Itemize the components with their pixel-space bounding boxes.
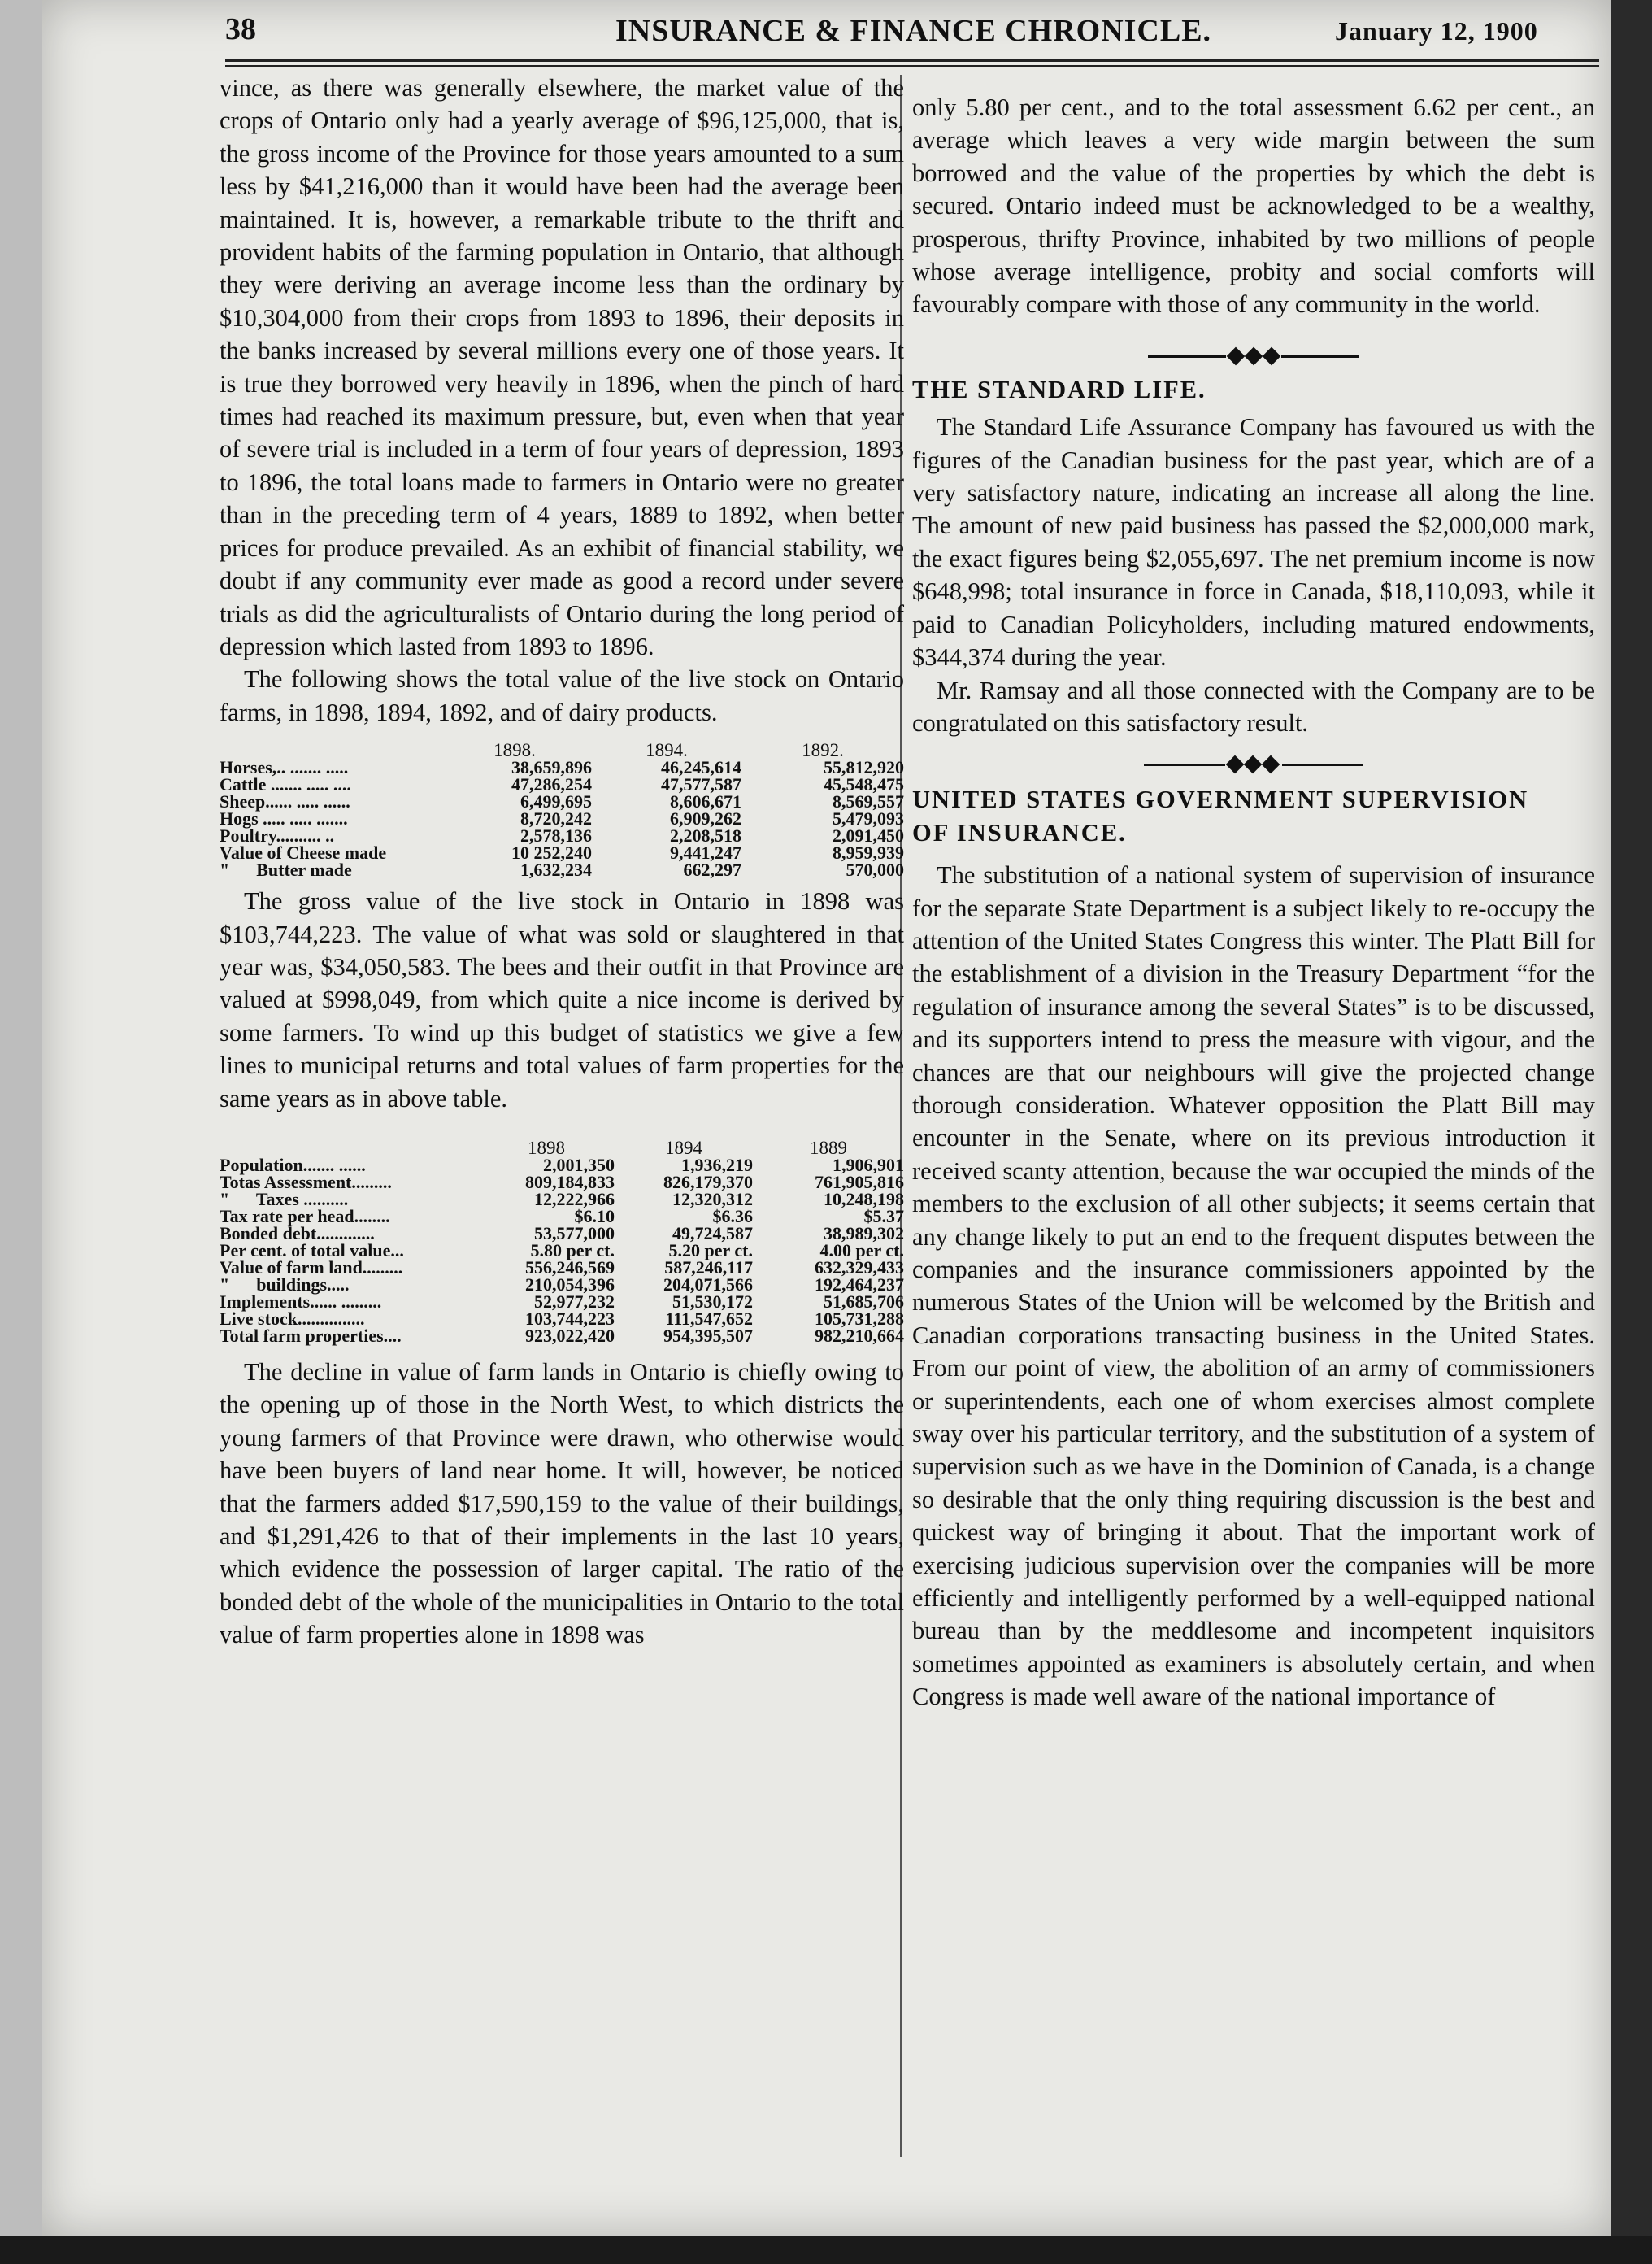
scan-margin-left <box>0 0 42 2264</box>
left-paragraph-2: The following shows the total value of the live stock on Ontario farms, in 1898, 1894, 1892, and of dairy products. <box>220 665 904 726</box>
cell: 6,499,695 <box>520 791 592 812</box>
cell: 632,329,433 <box>815 1256 904 1278</box>
livestock-table-header <box>220 742 904 759</box>
right-column <box>912 91 1595 1713</box>
cell: 556,246,569 <box>525 1256 615 1278</box>
cell: 5.20 per ct. <box>668 1239 753 1260</box>
table-row <box>220 1310 904 1327</box>
cell: $6.36 <box>712 1205 753 1226</box>
row-label: Implements...... ......... <box>220 1291 382 1312</box>
table-row <box>220 827 904 844</box>
cell: 47,577,587 <box>661 774 741 795</box>
row-label: Value of Cheese made <box>220 842 387 864</box>
standard-life-heading: THE STANDARD LIFE. <box>912 375 1206 403</box>
row-label: Live stock............... <box>220 1308 365 1329</box>
cell: 51,685,706 <box>824 1291 904 1312</box>
cell: 51,530,172 <box>672 1291 753 1312</box>
cell: 5,479,093 <box>833 808 904 829</box>
cell: 1,906,901 <box>833 1154 904 1175</box>
year-header: 1894. <box>646 740 688 761</box>
cell: 826,179,370 <box>663 1171 753 1192</box>
cell: 10 252,240 <box>511 842 592 864</box>
page-header <box>42 5 1611 54</box>
cell: 55,812,920 <box>824 757 904 778</box>
cell: 46,245,614 <box>661 757 741 778</box>
cell: 2,001,350 <box>543 1154 615 1175</box>
row-label: Hogs ..... ..... ....... <box>220 808 348 829</box>
cell: 923,022,420 <box>525 1325 615 1346</box>
year-header: 1898. <box>493 740 536 761</box>
cell: 8,606,671 <box>670 791 741 812</box>
cell: 47,286,254 <box>511 774 592 795</box>
cell: 954,395,507 <box>663 1325 753 1346</box>
left-paragraph-4: The decline in value of farm lands in Ontario is chiefly owing to the opening up of those in the North West, to which districts the young farmers of that Province were drawn, who otherwise would have been buyers of land near home. It will, however, be noticed that the farmers added $17,590,159 to the value of their buildings, and $1,291,426 to that of their implements in the last 10 years, which evidence the possession of larger capital. The ratio of the bonded debt of the whole of the municipalities in Ontario to the total value of farm properties alone in 1898 was <box>220 1357 904 1649</box>
cell: 38,659,896 <box>511 757 592 778</box>
table-row <box>220 861 904 878</box>
left-paragraph-3: The gross value of the live stock in Ontario in 1898 was $103,744,223. The value of what was sold or slaughtered in that year was, $34,050,583. The bees and their outfit in that Province are valued at $998,049, from which quite a nice income is derived by some farmers. To wind up this budget of statistics we give a few lines to municipal returns and total values of farm properties for the same years as in above table. <box>220 887 904 1112</box>
standard-life-paragraph-2: Mr. Ramsay and all those connected with the Company are to be congratulated on this satisfactory result. <box>912 676 1595 737</box>
row-label: Value of farm land......... <box>220 1256 403 1278</box>
cell: 4.00 per ct. <box>819 1239 904 1260</box>
cell: 105,731,288 <box>815 1308 904 1329</box>
cell: 49,724,587 <box>672 1222 753 1243</box>
table-row <box>220 810 904 827</box>
row-label: Population....... ...... <box>220 1154 366 1175</box>
page-number: 38 <box>225 12 256 46</box>
municipal-table-header <box>220 1139 904 1156</box>
row-label: " Taxes .......... <box>220 1188 349 1209</box>
table-row <box>220 1208 904 1225</box>
cell: 111,547,652 <box>665 1308 753 1329</box>
newspaper-page <box>42 0 1611 2236</box>
cell: 761,905,816 <box>815 1171 904 1192</box>
year-header: 1889 <box>810 1137 847 1158</box>
municipal-table <box>220 1139 904 1344</box>
cell: 982,210,664 <box>815 1325 904 1346</box>
scan-margin-bottom <box>0 2236 1652 2264</box>
row-label: Bonded debt............. <box>220 1222 375 1243</box>
cell: 8,569,557 <box>833 791 904 812</box>
cell: 587,246,117 <box>664 1256 753 1278</box>
cell: 570,000 <box>846 860 904 881</box>
cell: 2,091,450 <box>833 825 904 847</box>
left-column <box>220 72 904 1652</box>
cell: 45,548,475 <box>824 774 904 795</box>
cell: 9,441,247 <box>670 842 741 864</box>
us-supervision-paragraph: The substitution of a national system of supervision of insurance for the separate State Department is a subject likely to re-occupy the attention of the United States Congress this winter. The Platt Bill for the establishment of a division in the Treasury Department “for the regulation of insurance among the several States” is to be discussed, and its supporters intend to press the measure with vigour, and the chances are that our neighbours will give the projected change thorough consideration. Whatever opposition the Platt Bill may encounter in the Senate, where on its previous introduction it received scanty attention, because the war occupied the minds of the members to the exclusion of all other subjects; it seems certain that any change likely to put an end to the frequent disputes between the companies and the insurance commissioners appointed by the numerous States of the Union will be welcomed by the British and Canadian corporations transacting business in the United States. From our point of view, the abolition of an army of commissioners or superintendents, each one of whom exercises almost complete sway over his particular territory, and the substitution of a system of supervision such as we have in the Dominion of Canada, is a change so desirable that the only thing requiring discussion is the best and quickest way of bringing it about. That the important work of exercising judicious supervision over the companies will be more efficiently and intelligently performed by a well-equipped national bureau than by the meddlesome and incompetent inquisitors sometimes appointed as examiners is absolutely certain, and when Congress is made well aware of the national importance of <box>912 861 1595 1711</box>
header-rule-thin <box>225 65 1599 67</box>
table-row <box>220 1156 904 1173</box>
cell: $5.37 <box>863 1205 904 1226</box>
row-label: Per cent. of total value... <box>220 1239 404 1260</box>
us-supervision-heading-line-1: UNITED STATES GOVERNMENT SUPERVISION <box>912 786 1529 814</box>
row-label: Totas Assessment......... <box>220 1171 392 1192</box>
cell: 6,909,262 <box>670 808 741 829</box>
table-row <box>220 776 904 793</box>
row-label: " Butter made <box>220 860 352 881</box>
table-row <box>220 1293 904 1310</box>
cell: 52,977,232 <box>534 1291 615 1312</box>
cell: 2,578,136 <box>520 825 592 847</box>
table-row <box>220 1242 904 1259</box>
cell: 12,222,966 <box>534 1188 615 1209</box>
cell: 8,959,939 <box>833 842 904 864</box>
cell: 809,184,833 <box>525 1171 615 1192</box>
right-paragraph-1: only 5.80 per cent., and to the total assessment 6.62 per cent., an average which leaves a very wide margin between the sum borrowed and the value of the properties by which the debt is secured. Ontario indeed must be acknowledged to be a wealthy, prosperous, thrifty Province, inhabited by two millions of people whose average intelligence, probity and social comforts will favourably compare with those of any community in the world. <box>912 94 1595 319</box>
section-ornament <box>1148 346 1359 367</box>
row-label: Sheep...... ..... ...... <box>220 791 350 812</box>
row-label: " buildings..... <box>220 1274 350 1295</box>
header-rule <box>225 59 1599 62</box>
cell: 192,464,237 <box>815 1274 904 1295</box>
cell: 2,208,518 <box>670 825 741 847</box>
us-supervision-heading-line-2: OF INSURANCE. <box>912 818 1127 847</box>
table-row <box>220 1327 904 1344</box>
table-row <box>220 1276 904 1293</box>
row-label: Horses,.. ....... ..... <box>220 757 349 778</box>
cell: 53,577,000 <box>534 1222 615 1243</box>
cell: 1,632,234 <box>520 860 592 881</box>
issue-date: January 12, 1900 <box>1335 16 1538 46</box>
row-label: Poultry.......... .. <box>220 825 335 847</box>
journal-title: INSURANCE & FINANCE CHRONICLE. <box>615 14 1212 48</box>
table-row <box>220 759 904 776</box>
year-header: 1892. <box>802 740 844 761</box>
row-label: Total farm properties.... <box>220 1325 402 1346</box>
cell: 12,320,312 <box>672 1188 753 1209</box>
cell: 1,936,219 <box>681 1154 753 1175</box>
standard-life-paragraph-1: The Standard Life Assurance Company has favoured us with the figures of the Canadian business for the past year, which are of a very satisfactory nature, indicating an increase all along the line. The amount of new paid business has passed the $2,000,000 mark, the exact figures being $2,055,697. The net premium income is now $648,998; total insurance in force in Canada, $18,110,093, while it paid to Canadian Policyholders, including matured endowments, $344,374 during the year. <box>912 413 1595 672</box>
section-ornament <box>1144 754 1363 775</box>
table-row <box>220 1191 904 1208</box>
row-label: Tax rate per head........ <box>220 1205 390 1226</box>
cell: 8,720,242 <box>520 808 592 829</box>
cell: 204,071,566 <box>663 1274 753 1295</box>
cell: 210,054,396 <box>525 1274 615 1295</box>
cell: 38,989,302 <box>824 1222 904 1243</box>
cell: 10,248,198 <box>824 1188 904 1209</box>
livestock-table <box>220 740 904 881</box>
cell: 103,744,223 <box>525 1308 615 1329</box>
year-header: 1894 <box>665 1137 702 1158</box>
table-row <box>220 1259 904 1276</box>
cell: 5.80 per ct. <box>530 1239 615 1260</box>
table-row <box>220 793 904 810</box>
cell: 662,297 <box>683 860 741 881</box>
table-row <box>220 844 904 861</box>
left-paragraph-1: vince, as there was generally elsewhere, the market value of the crops of Ontario only had a yearly average of $96,125,000, that is, the gross income of the Province for those years amounted to a sum less by $41,216,000 than it would have been had the average been maintained. It is, however, a remarkable tribute to the thrift and provident habits of the farming population in Ontario, that although they were deriving an average income less than the ordinary by $10,304,000 from their crops from 1893 to 1896, their deposits in the banks increased by several millions every one of those years. It is true they borrowed very heavily in 1896, when the pinch of hard times had reached its maximum pressure, but, even when that year of severe trial is included in a term of four years of depression, 1893 to 1896, the total loans made to farmers in Ontario were no greater than in the preceding term of 4 years, 1889 to 1892, when better prices for produce prevailed. As an exhibit of financial stability, we doubt if any community ever made as good a record under severe trials as did the agriculturalists of Ontario during the long period of depression which lasted from 1893 to 1896. <box>220 74 904 660</box>
year-header: 1898 <box>528 1137 565 1158</box>
table-row <box>220 1173 904 1191</box>
table-row <box>220 1225 904 1242</box>
cell: $6.10 <box>574 1205 615 1226</box>
row-label: Cattle ....... ..... .... <box>220 774 351 795</box>
